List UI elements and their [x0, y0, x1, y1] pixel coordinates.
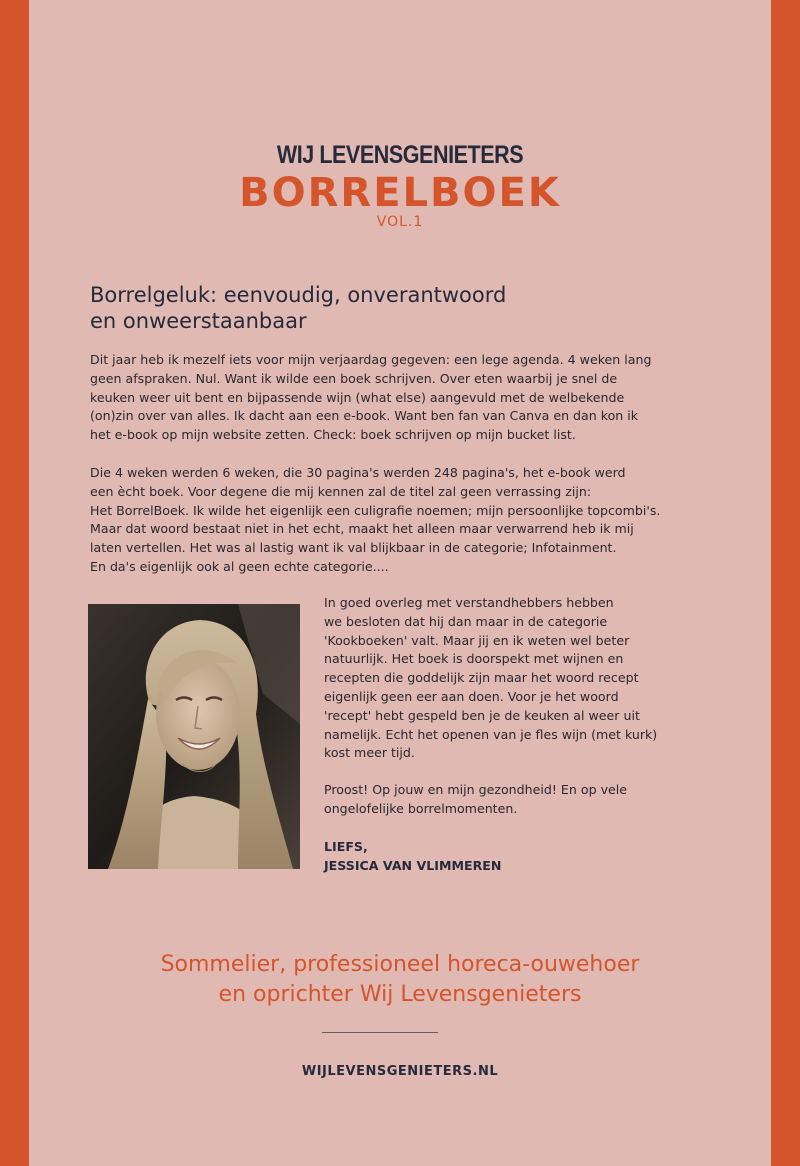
brand-volume: VOL.1	[376, 214, 424, 230]
author-tagline: Sommelier, professioneel horeca-ouwehoer en oprichter Wij Levensgenieters	[160, 952, 640, 1007]
brand-logo	[0, 140, 800, 230]
author-portrait-photo	[88, 604, 300, 869]
divider-line	[322, 1032, 438, 1033]
brand-title: BORRELBOEK	[239, 170, 561, 216]
signoff: LIEFS,	[324, 838, 368, 854]
intro-paragraph: Dit jaar heb ik mezelf iets voor mijn verjaardag gegeven: een lege agenda. 4 weken lang geen afspraken. Nul. Want ik wilde een boek schrijven. Over eten waarbij je snel de keuken weer uit bent en bijpassende wijn (what else) aangevuld met de welbekende (on)zin over van alles. Ik dacht aan een e-book. Want ben fan van Canva en dan kon ik het e-book op mijn website zetten. Check: boek schrijven op mijn bucket list.	[90, 352, 652, 443]
intro-paragraph: Die 4 weken werden 6 weken, die 30 pagina's werden 248 pagina's, het e-book werd een ècht boek. Voor degene die mij kennen zal de titel zal geen verrassing zijn: Het BorrelBoek. Ik wilde het eigenlijk een culigrafie noemen; mijn persoonlijke topcombi's. Maar dat woord bestaat niet in het echt, maakt het alleen maar verwarrend heb ik mij laten vertellen. Het was al lastig want ik val blijkbaar in de categorie; Infotainment. En da's eigenlijk ook al geen echte categorie....	[90, 465, 661, 574]
side-text-column	[324, 594, 714, 875]
side-paragraph: Proost! Op jouw en mijn gezondheid! En op vele ongelofelijke borrelmomenten.	[324, 782, 628, 816]
website-link[interactable]: WIJLEVENSGENIETERS.NL	[301, 1064, 499, 1079]
article-heading: Borrelgeluk: eenvoudig, onverantwoord en onweerstaanbaar	[90, 283, 507, 333]
brand-top-line: WIJ LEVENSGENIETERS	[276, 141, 524, 169]
side-paragraph: In goed overleg met verstandhebbers hebben we besloten dat hij dan maar in de categorie 'Kookboeken' valt. Maar jij en ik weten wel beter natuurlijk. Het boek is doorspekt met wijnen en recepten die goddelijk zijn maar het woord recept eigenlijk geen eer aan doen. Voor je het woord 'recept' hebt gespeld ben je de keuken al weer uit namelijk. Echt het openen van je fles wijn (met kurk) kost meer tijd.	[324, 595, 658, 761]
author-name: JESSICA VAN VLIMMEREN	[324, 857, 502, 873]
